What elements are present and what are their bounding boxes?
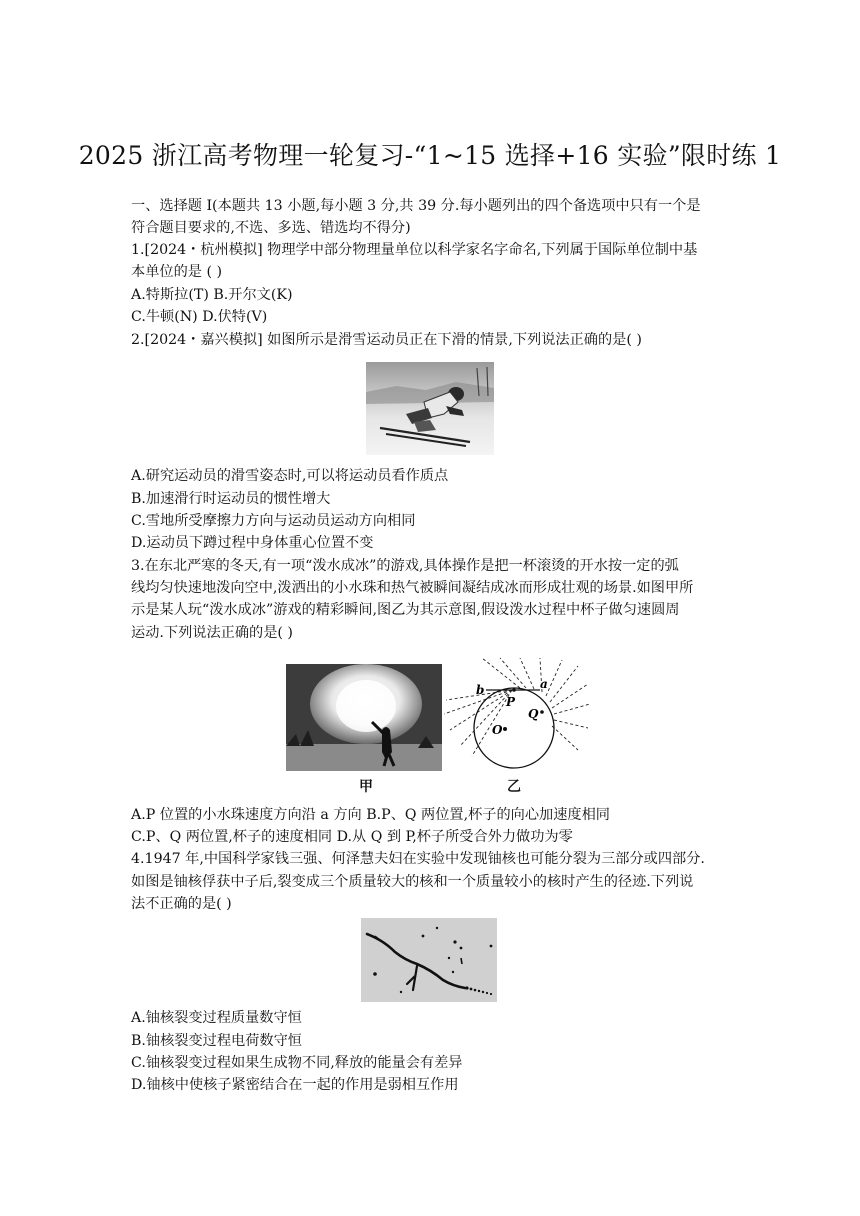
q4-stem-line-2: 如图是铀核俘获中子后,裂变成三个质量较大的核和一个质量较小的核时产生的径迹.下列说 [131,874,694,890]
q4-option-b: B.铀核裂变过程电荷数守恒 [131,1033,302,1049]
q2-option-d: D.运动员下蹲过程中身体重心位置不变 [131,535,374,551]
q2-stem: 2.[2024・嘉兴模拟] 如图所示是滑雪运动员正在下滑的情景,下列说法正确的是( ) [131,332,642,348]
q2-option-a: A.研究运动员的滑雪姿态时,可以将运动员看作质点 [131,468,449,484]
circular-motion-diagram [442,656,592,776]
label-q: Q [528,707,539,721]
q4-option-a: A.铀核裂变过程质量数守恒 [131,1010,302,1026]
label-p: P [506,695,516,709]
q3-stem-line-1: 3.在东北严寒的冬天,有一项“泼水成冰”的游戏,具体操作是把一杯滚烫的开水按一定的弧 [131,558,679,574]
q4-stem-line-1: 4.1947 年,中国科学家钱三强、何泽慧夫妇在实验中发现铀核也可能分裂为三部分或四部分. [131,851,705,867]
q3-options-ab: A.P 位置的小水珠速度方向沿 a 方向 B.P、Q 两位置,杯子的向心加速度相同 [131,807,610,823]
label-o: O [492,723,503,737]
q4-option-c: C.铀核裂变过程如果生成物不同,释放的能量会有差异 [131,1055,463,1071]
label-a: a [540,677,548,691]
q1-stem-line-2: 本单位的是 ( ) [131,264,223,280]
section-instruction-line-1: 一、选择题 Ⅰ(本题共 13 小题,每小题 3 分,共 39 分.每小题列出的四个备选项中只有一个是 [131,198,701,214]
q3-stem-line-3: 示是某人玩“泼水成冰”游戏的精彩瞬间,图乙为其示意图,假设泼水过程中杯子做匀速圆周 [131,602,680,618]
section-instruction-line-2: 符合题目要求的,不选、多选、错选均不得分) [131,220,411,236]
water-to-ice-photo [286,664,442,771]
q4-option-d: D.铀核中使核子紧密结合在一起的作用是弱相互作用 [131,1077,459,1093]
q3-stem-line-4: 运动.下列说法正确的是( ) [131,625,293,641]
q4-stem-line-3: 法不正确的是( ) [131,896,232,912]
q1-option-ab: A.特斯拉(T) B.开尔文(K) [131,287,293,303]
q3-options-cd: C.P、Q 两位置,杯子的速度相同 D.从 Q 到 P,杯子所受合外力做功为零 [131,829,573,845]
caption-jia: 甲 [359,779,373,795]
caption-yi: 乙 [507,779,521,795]
q1-stem-line-1: 1.[2024・杭州模拟] 物理学中部分物理量单位以科学家名字命名,下列属于国际单位制中基 [131,242,698,258]
label-b: b [476,683,485,697]
fission-track-photo [361,918,497,1002]
skier-photo [366,362,494,455]
q2-option-c: C.雪地所受摩擦力方向与运动员运动方向相同 [131,513,416,529]
q1-option-cd: C.牛顿(N) D.伏特(V) [131,309,268,325]
page-title: 2025 浙江高考物理一轮复习-“1~15 选择+16 实验”限时练 1 [78,141,782,170]
q2-option-b: B.加速滑行时运动员的惯性增大 [131,491,331,507]
q3-stem-line-2: 线均匀快速地泼向空中,泼洒出的小水珠和热气被瞬间凝结成冰而形成壮观的场景.如图甲所 [131,580,694,596]
